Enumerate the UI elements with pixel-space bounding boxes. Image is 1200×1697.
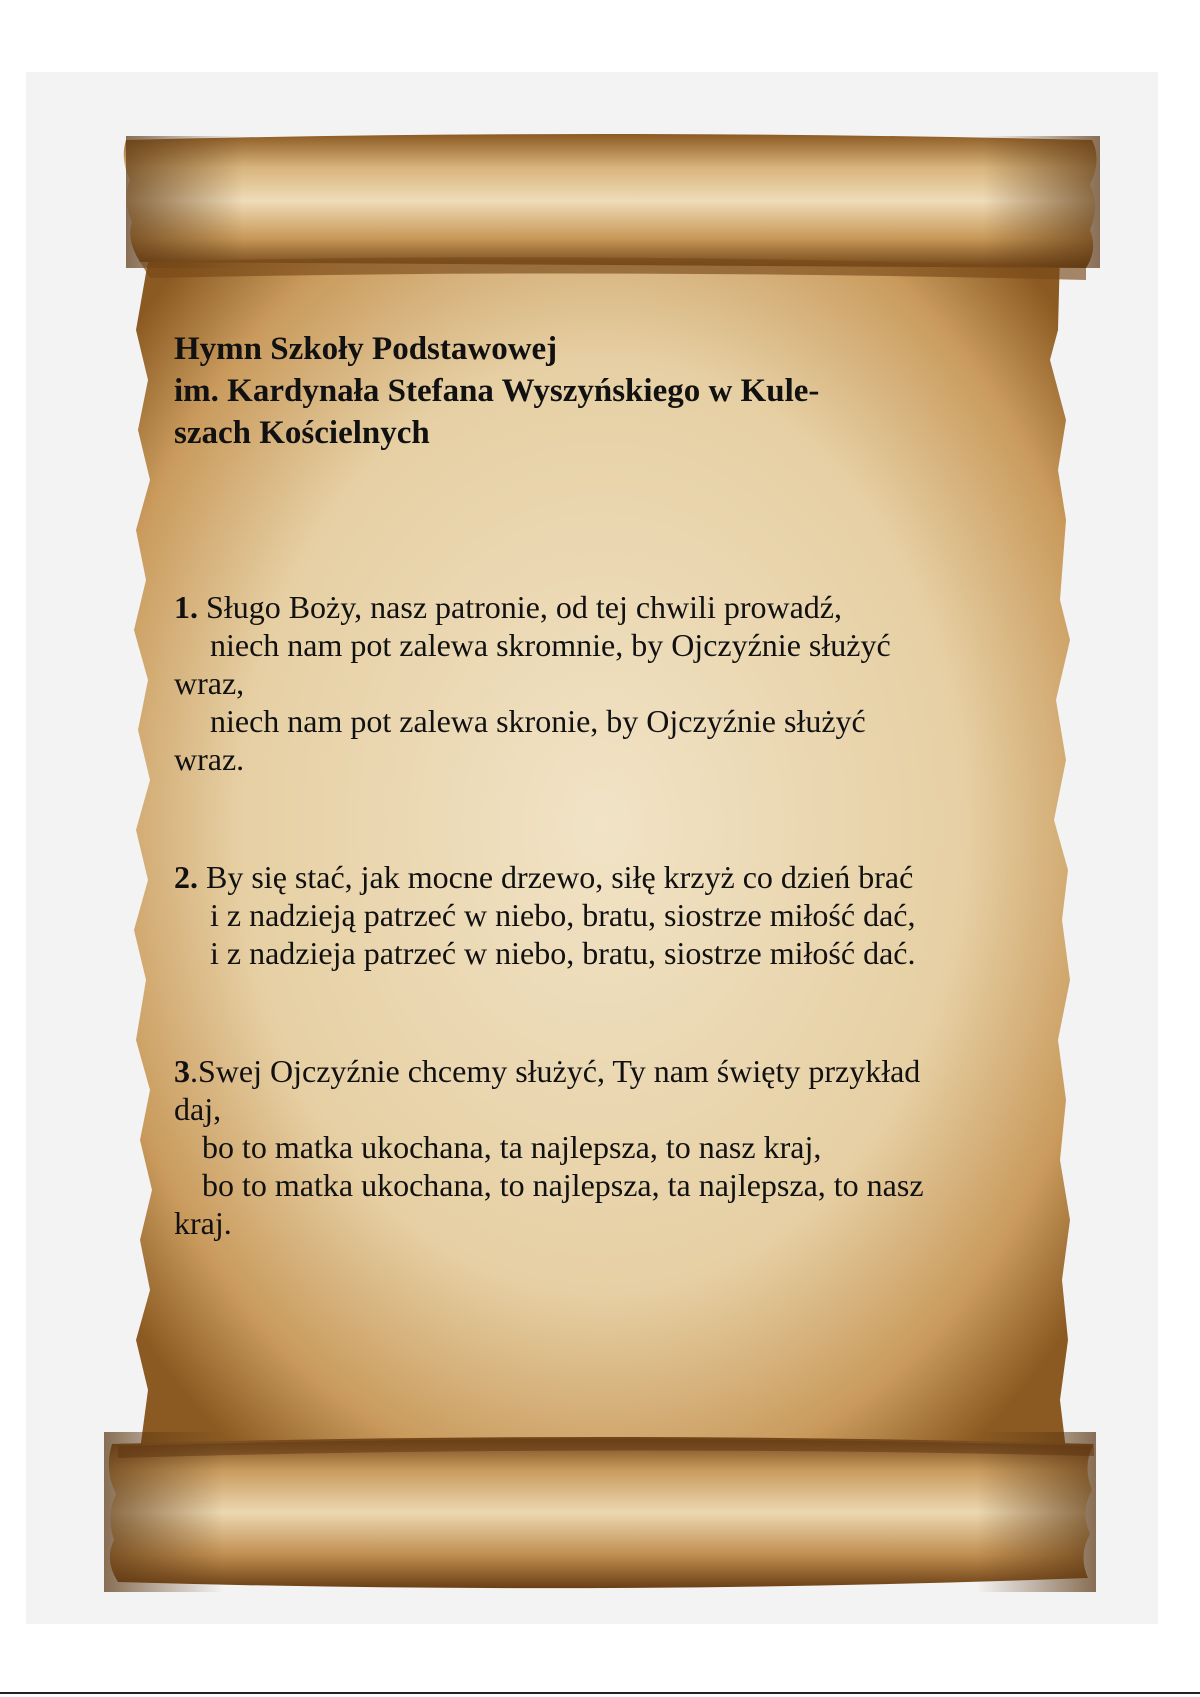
- title-line-3: szach Kościelnych: [174, 415, 430, 451]
- stanza-number: 1.: [174, 589, 198, 625]
- title-line-2: im. Kardynała Stefana Wyszyńskiego w Kule-: [174, 373, 820, 409]
- page-bottom-edge: [0, 1692, 1200, 1694]
- stanza-line: daj,: [174, 1091, 222, 1127]
- stanza-line: i z nadzieja patrzeć w niebo, bratu, siostrze miłość dać.: [210, 935, 916, 971]
- stanza-line: niech nam pot zalewa skromnie, by Ojczyźnie służyć: [210, 627, 891, 663]
- stanza-2: [174, 858, 1024, 972]
- stanza-number: 2.: [174, 859, 198, 895]
- stanza-3: [174, 1052, 1024, 1242]
- stanza-line: wraz,: [174, 665, 245, 701]
- stanza-line: bo to matka ukochana, ta najlepsza, to nasz kraj,: [202, 1129, 822, 1165]
- stanza-line: 3.Swej Ojczyźnie chcemy służyć, Ty nam święty przykład: [174, 1053, 921, 1089]
- stanza-line: 1. Sługo Boży, nasz patronie, od tej chwili prowadź,: [174, 589, 842, 625]
- title-line-1: Hymn Szkoły Podstawowej: [174, 331, 558, 367]
- hymn-title: [174, 328, 1024, 454]
- stanza-line: i z nadzieją patrzeć w niebo, bratu, siostrze miłość dać,: [210, 897, 916, 933]
- stanza-line: wraz.: [174, 741, 245, 777]
- stanza-1: [174, 588, 1024, 778]
- stanza-number: 3: [174, 1053, 190, 1089]
- stanza-line: 2. By się stać, jak mocne drzewo, siłę krzyż co dzień brać: [174, 859, 914, 895]
- stanza-line: bo to matka ukochana, to najlepsza, ta najlepsza, to nasz: [202, 1167, 924, 1203]
- stanza-line: niech nam pot zalewa skronie, by Ojczyźnie służyć: [210, 703, 866, 739]
- hymn-text: [174, 328, 1024, 1242]
- stanza-line: kraj.: [174, 1205, 232, 1241]
